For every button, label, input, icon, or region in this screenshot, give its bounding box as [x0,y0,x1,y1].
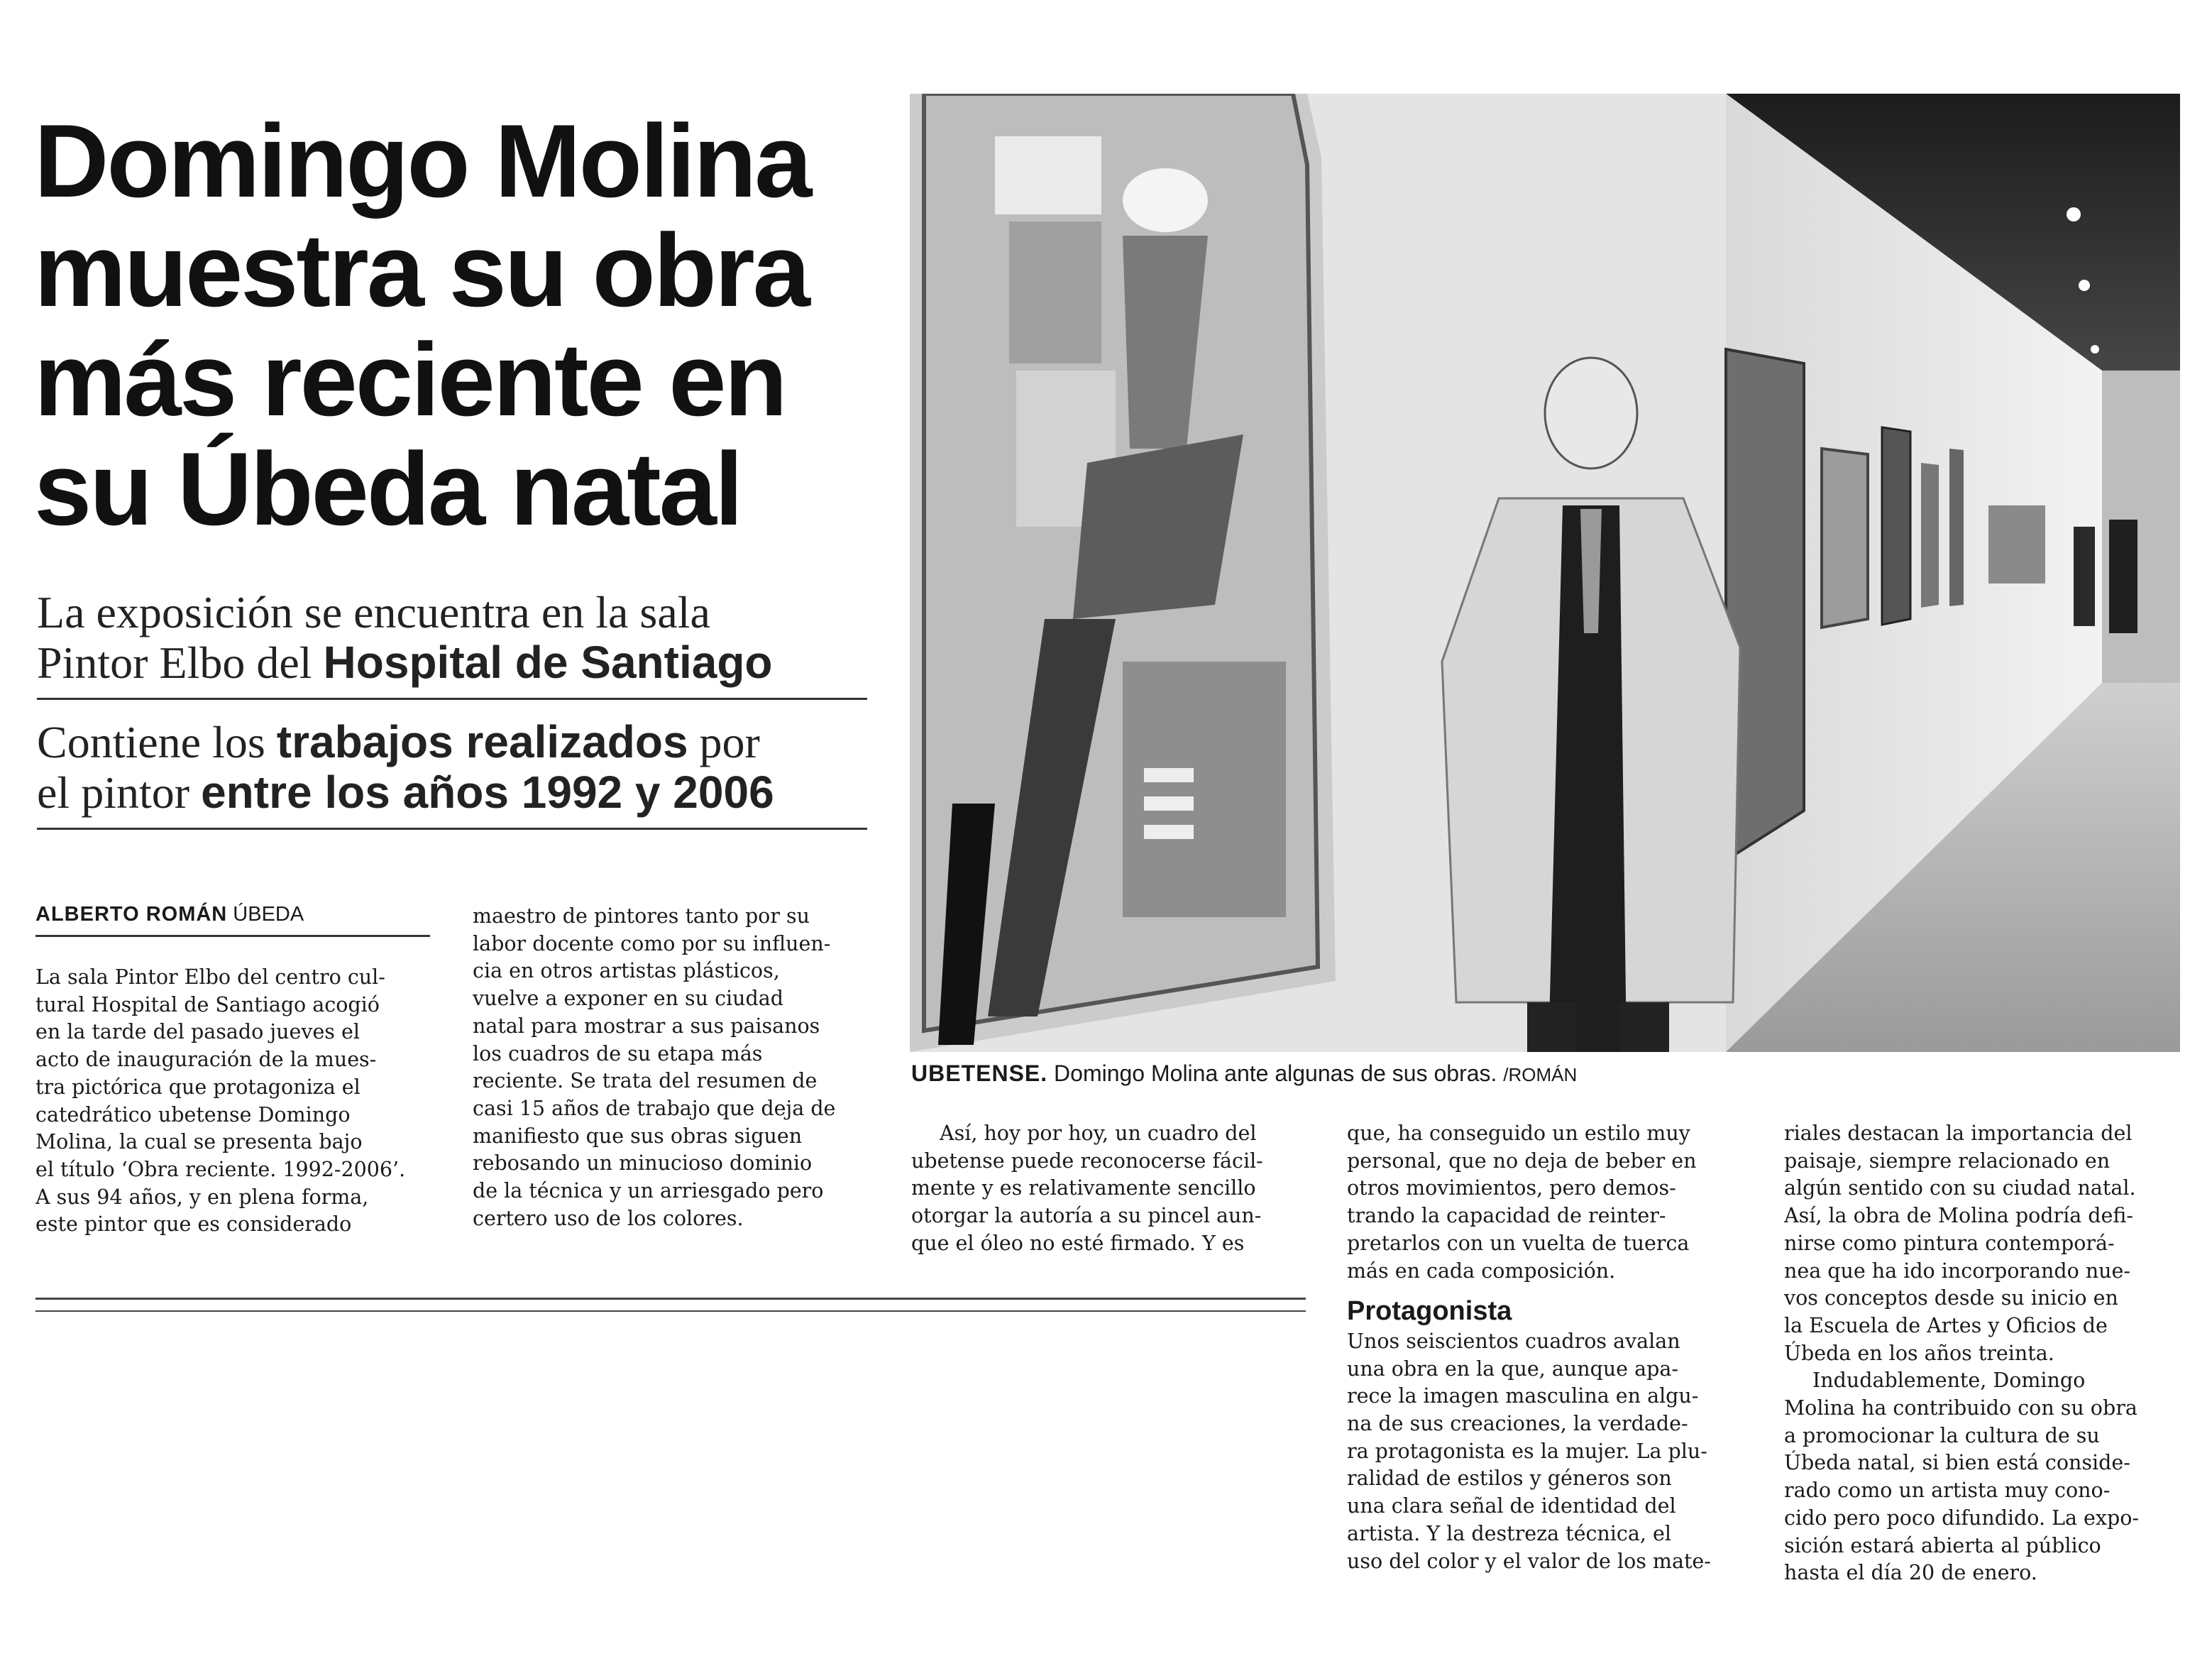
text-line: rece la imagen masculina en algu- [1347,1384,1699,1408]
text-line: de la técnica y un arriesgado pero [473,1179,824,1203]
text-line: vos conceptos desde su inicio en [1784,1286,2118,1310]
deck1-line-2: Pintor Elbo del Hospital de Santiago [37,637,773,688]
text-line: que el óleo no esté firmado. Y es [911,1231,1245,1255]
text-line: paisaje, siempre relacionado en [1784,1149,2111,1173]
text-line: personal, que no deja de beber en [1347,1149,1697,1173]
photo-credit: /ROMÁN [1503,1064,1578,1085]
body-column-3 [911,1120,1309,1258]
text-line: una clara señal de identidad del [1347,1494,1676,1518]
text-line: acto de inauguración de la mues- [35,1048,377,1072]
text-line: labor docente como por su influen- [473,931,831,955]
deck2-line-1: Contiene los trabajos realizados por [37,716,760,767]
text-line: ra protagonista es la mujer. La plu- [1347,1439,1707,1463]
body-column-1 [35,964,430,1239]
text-line: cia en otros artistas plásticos, [473,959,780,983]
text-line: rebosando un minucioso dominio [473,1151,813,1175]
text-line: Molina, la cual se presenta bajo [35,1130,363,1154]
text-line: La sala Pintor Elbo del centro cul- [35,965,385,989]
text-line: cido pero poco difundido. La expo- [1784,1506,2140,1530]
text-line: rado como un artista muy cono- [1784,1479,2111,1503]
byline [35,903,430,937]
text-line: Molina ha contribuido con su obra [1784,1396,2137,1420]
text-line: ralidad de estilos y géneros son [1347,1467,1672,1491]
text-line: los cuadros de su etapa más [473,1041,763,1065]
headline-line-1: Domingo Molina [34,103,810,219]
text-line: mente y es relativamente sencillo [911,1176,1256,1200]
text-line: Úbeda en los años treinta. [1784,1341,2054,1365]
text-line: manifiesto que sus obras siguen [473,1124,803,1148]
caption-label: UBETENSE. [911,1061,1048,1086]
headline-line-2: muestra su obra [34,212,808,328]
text-line: catedrático ubetense Domingo [35,1102,351,1127]
text-line: maestro de pintores tanto por su [473,904,810,928]
subtitle-deck-2 [37,717,867,830]
text-line: la Escuela de Artes y Oficios de [1784,1313,2108,1337]
text-line: Unos seiscientos cuadros avalan [1347,1329,1680,1353]
text-line: hasta el día 20 de enero. [1784,1561,2037,1585]
text-line: natal para mostrar a sus paisanos [473,1014,820,1038]
text-line: a promocionar la cultura de su [1784,1423,2100,1447]
byline-place: ÚBEDA [233,903,304,926]
body-column-4 [1347,1120,1744,1575]
text-line: tural Hospital de Santiago acogió [35,992,380,1016]
text-line: más en cada composición. [1347,1259,1616,1283]
text-line: vuelve a exponer en su ciudad [473,987,783,1011]
headline-line-4: su Úbeda natal [34,431,742,547]
photo-caption [911,1061,2181,1087]
text-line: uso del color y el valor de los mate- [1347,1549,1711,1573]
text-line: otorgar la autoría a su pincel aun- [911,1204,1262,1228]
text-line: reciente. Se trata del resumen de [473,1069,818,1093]
text-line: otros movimientos, pero demos- [1347,1176,1676,1200]
text-line: artista. Y la destreza técnica, el [1347,1521,1671,1545]
article-photo [910,94,2180,1052]
subtitle-deck-1 [37,588,867,700]
text-line: una obra en la que, aunque apa- [1347,1357,1678,1381]
photo-illustration [910,94,2180,1052]
body-column-5 [1784,1120,2181,1587]
text-line: na de sus creaciones, la verdade- [1347,1412,1688,1436]
body-column-2 [473,903,870,1232]
text-line: Úbeda natal, si bien está conside- [1784,1451,2130,1475]
text-line: en la tarde del pasado jueves el [35,1020,360,1044]
bottom-rule-1 [35,1298,1306,1300]
caption-text: Domingo Molina ante algunas de sus obras. [1054,1061,1497,1086]
text-line: A sus 94 años, y en plena forma, [35,1185,369,1209]
text-line: que, ha conseguido un estilo muy [1347,1122,1690,1145]
text-line: algún sentido con su ciudad natal. [1784,1176,2136,1200]
headline-line-3: más reciente en [34,322,786,437]
text-line: nirse como pintura contemporá- [1784,1231,2115,1255]
text-line: trando la capacidad de reinter- [1347,1204,1666,1228]
subhead-protagonista: Protagonista [1347,1296,1512,1327]
text-line: el título ‘Obra reciente. 1992-2006’. [35,1157,406,1181]
headline [34,103,850,547]
text-line: Así, la obra de Molina podría defi- [1784,1204,2134,1228]
text-line: tra pictórica que protagoniza el [35,1075,361,1099]
text-line: sición estará abierta al público [1784,1533,2101,1557]
bottom-rule-2 [35,1310,1306,1312]
deck1-line-1: La exposición se encuentra en la sala [37,587,710,637]
deck2-line-2: el pintor entre los años 1992 y 2006 [37,767,774,818]
text-line: Así, hoy por hoy, un cuadro del [940,1122,1257,1145]
text-line: Indudablemente, Domingo [1812,1369,2086,1393]
text-line: pretarlos con un vuelta de tuerca [1347,1231,1690,1255]
text-line: certero uso de los colores. [473,1206,744,1230]
text-line: ubetense puede reconocerse fácil- [911,1149,1263,1173]
byline-author: ALBERTO ROMÁN [35,903,228,926]
text-line: riales destacan la importancia del [1784,1122,2133,1145]
text-line: este pintor que es considerado [35,1212,352,1237]
text-line: casi 15 años de trabajo que deja de [473,1096,836,1120]
text-line: nea que ha ido incorporando nue- [1784,1259,2131,1283]
